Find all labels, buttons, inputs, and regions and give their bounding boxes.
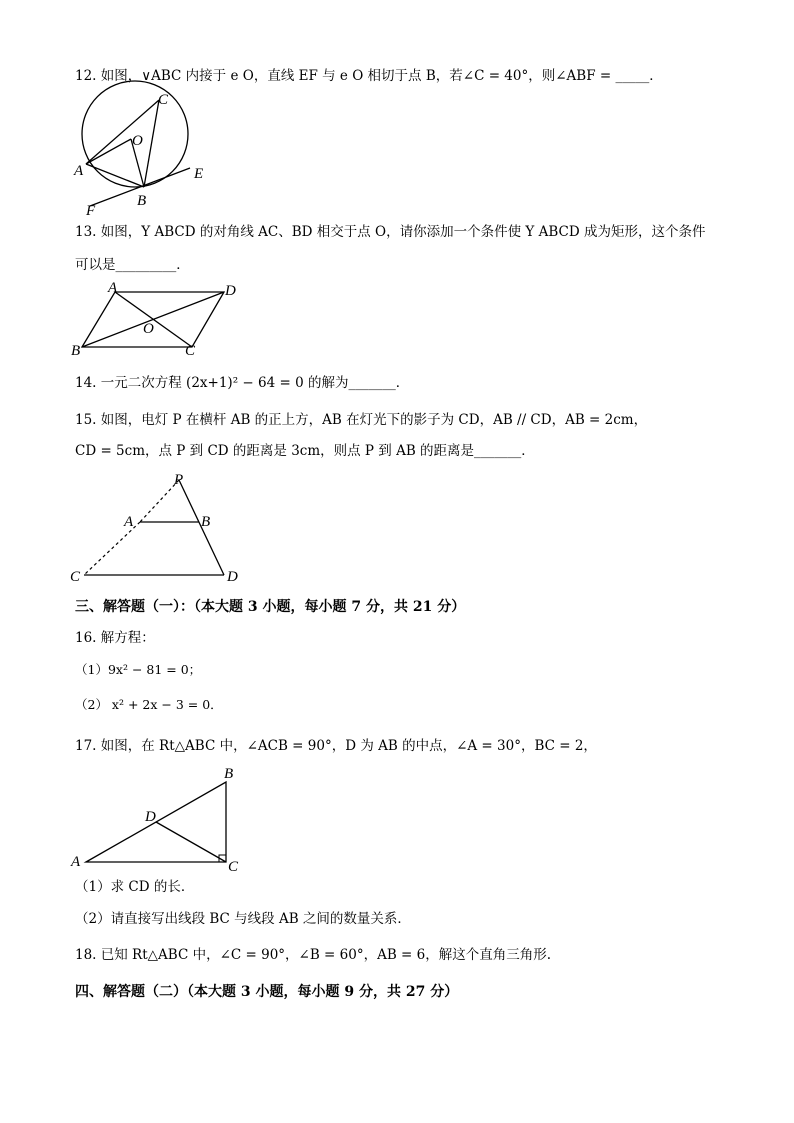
section-3-heading: 三、解答题（一）：（本大题 3 小题，每小题 7 分，共 21 分）	[75, 599, 466, 615]
q15-label-p: P	[174, 472, 184, 488]
q17-right-triangle-figure	[68, 762, 248, 877]
question-16-part-2: （2） x² + 2x − 3 = 0．	[75, 697, 223, 712]
question-17-part-1: （1）求 CD 的长．	[75, 879, 195, 895]
q13-label-d: D	[225, 283, 236, 299]
q13-parallelogram-figure	[68, 280, 248, 360]
q12-label-f: F	[86, 203, 96, 219]
q17-label-c: C	[228, 859, 239, 875]
question-16-text: 16. 解方程：	[75, 630, 155, 646]
q12-label-b: B	[137, 193, 147, 209]
section-4-heading: 四、解答题（二）（本大题 3 小题，每小题 9 分，共 27 分）	[75, 984, 459, 1000]
q12-label-o: O	[132, 133, 143, 149]
question-12-text: 12. 如图，∨ABC 内接于 e O，直线 EF 与 e O 相切于点 B，若∠C = 40°，则∠ABF = _____．	[75, 68, 663, 84]
q13-label-o: O	[143, 321, 154, 337]
question-17-text: 17. 如图，在 Rt△ABC 中，∠ACB = 90°，D 为 AB 的中点，∠A = 30°，BC = 2，	[75, 738, 597, 754]
q15-label-d: D	[227, 569, 238, 585]
question-18-text: 18. 已知 Rt△ABC 中，∠C = 90°，∠B = 60°，AB = 6，解这个直角三角形.	[75, 947, 552, 963]
question-14-text: 14. 一元二次方程 (2x+1)² − 64 = 0 的解为_______．	[75, 375, 410, 391]
question-15-text-line1: 15. 如图，电灯 P 在横杆 AB 的正上方，AB 在灯光下的影子为 CD，AB // CD，AB = 2cm，	[75, 412, 648, 428]
question-16-part-1: （1）9x² − 81 = 0；	[75, 662, 202, 677]
question-13-text-line1: 13. 如图，Y ABCD 的对角线 AC、BD 相交于点 O，请你添加一个条件使 Y ABCD 成为矩形，这个条件	[75, 224, 706, 240]
q12-circle-figure	[70, 88, 240, 218]
q13-label-c: C	[185, 343, 196, 359]
q15-light-shadow-figure	[68, 470, 248, 585]
question-17-part-2: （2）请直接写出线段 BC 与线段 AB 之间的数量关系．	[75, 911, 411, 927]
q13-label-b: B	[71, 343, 81, 359]
q15-label-c: C	[70, 569, 81, 585]
q12-label-c: C	[158, 92, 169, 108]
q12-label-e: E	[194, 166, 204, 182]
q13-label-a: A	[108, 280, 118, 296]
q12-label-a: A	[74, 163, 84, 179]
question-15-text-line2: CD = 5cm，点 P 到 CD 的距离是 3cm，则点 P 到 AB 的距离是_______．	[75, 443, 535, 459]
q17-label-d: D	[145, 809, 156, 825]
question-13-text-line2: 可以是_________．	[75, 257, 190, 273]
q17-label-b: B	[224, 766, 234, 782]
q17-label-a: A	[71, 854, 81, 870]
q15-label-a: A	[124, 514, 134, 530]
q15-label-b: B	[201, 514, 211, 530]
